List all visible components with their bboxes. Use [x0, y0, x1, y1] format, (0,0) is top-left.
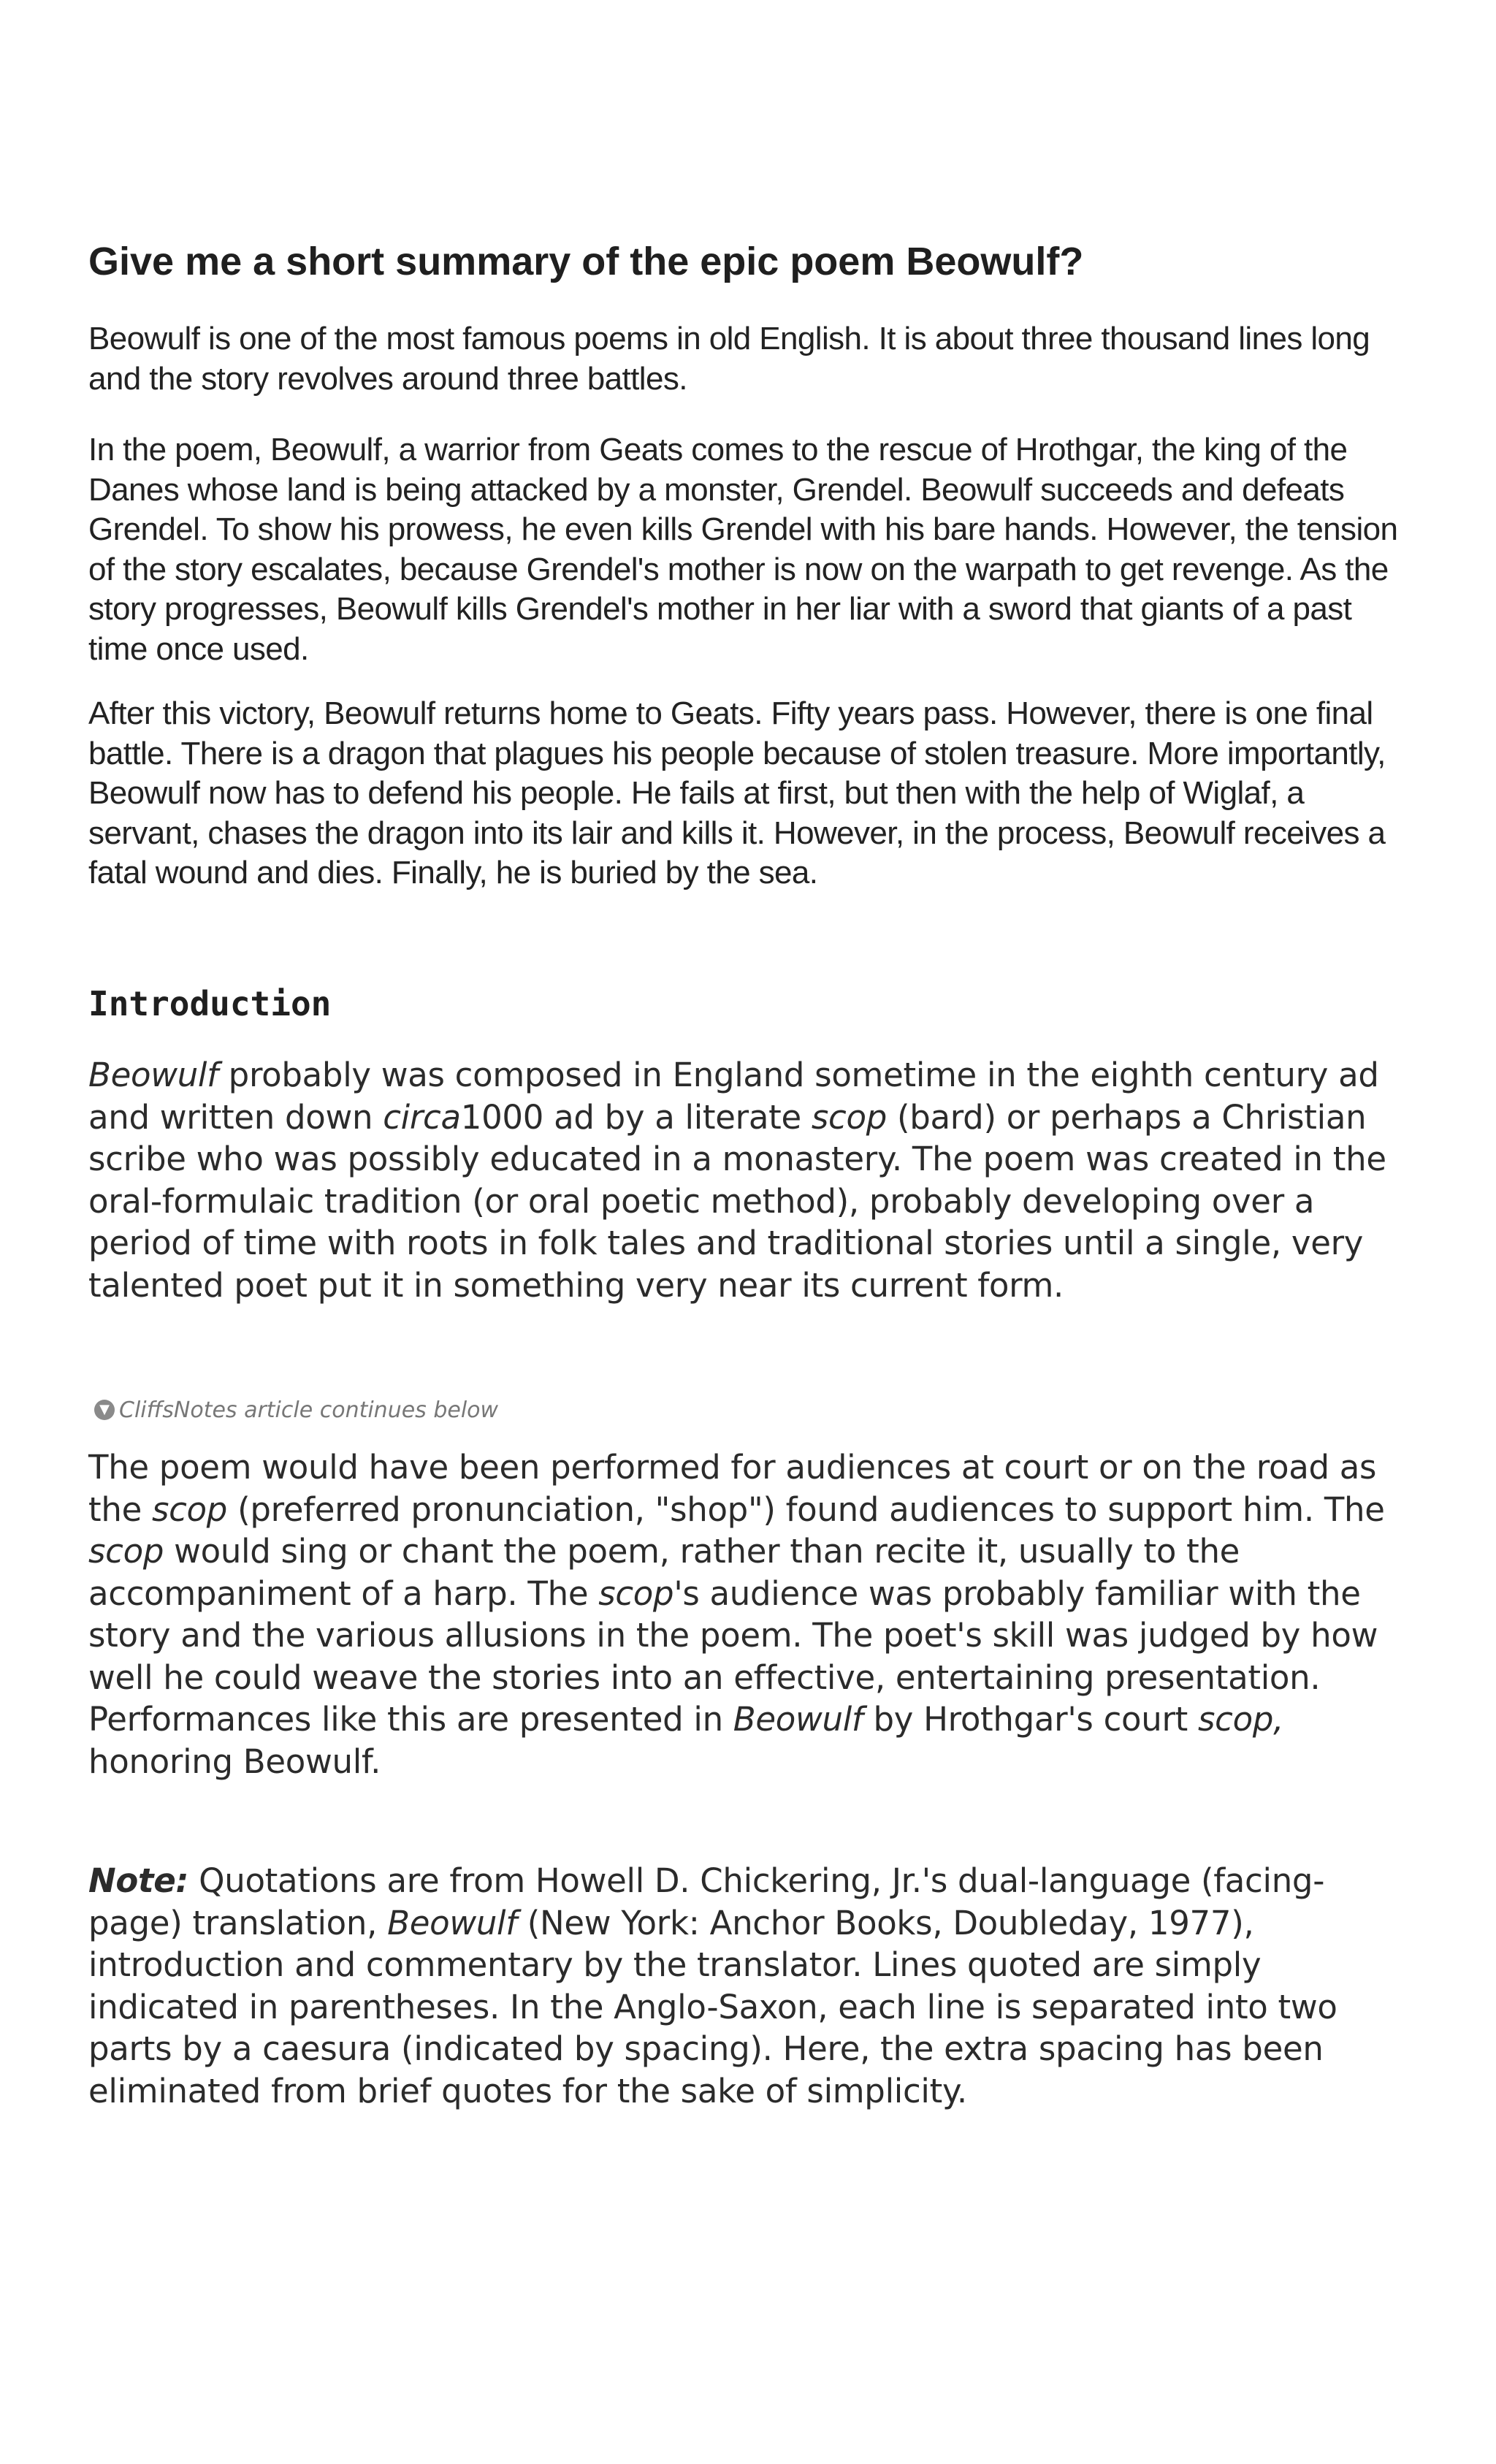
- introduction-paragraph-2: [88, 1446, 1418, 1782]
- continues-below-banner[interactable]: [94, 1395, 498, 1425]
- term-scop: scop: [151, 1490, 228, 1529]
- work-title: Beowulf: [387, 1903, 517, 1942]
- work-title: Beowulf: [733, 1700, 863, 1739]
- text-run: The poem would have been performed for audiences at court or on the road as the: [88, 1448, 1377, 1529]
- term-scop: scop: [88, 1532, 164, 1571]
- text-run: (New York: Anchor Books, Doubleday, 1977), introduction and commentary by the translator. Lines quoted are simply indicated in parentheses. In the Anglo-Saxon, each line is separated into two parts by a caesura (indicated by spacing). Here, the extra spacing has been eliminated from brief quotes for the sake of simplicity.: [88, 1903, 1337, 2110]
- text-run: would sing or chant the poem, rather than recite it, usually to the accompaniment of a harp. The: [88, 1532, 1240, 1613]
- text-run: 's audience was probably familiar with the story and the various allusions in the poem. The poet's skill was judged by how well he could weave the stories into an effective, entertaining presentation. Performances like this are presented in: [88, 1574, 1378, 1739]
- chevron-down-icon: ▼: [94, 1400, 115, 1420]
- term-circa: circa: [383, 1097, 461, 1137]
- text-run: probably was composed in England sometime in the eighth century ad and written down: [88, 1056, 1379, 1137]
- introduction-heading: Introduction: [88, 984, 332, 1023]
- text-run: 1000 ad by a literate: [460, 1097, 812, 1137]
- text-run: by Hrothgar's court: [863, 1700, 1199, 1739]
- note-paragraph: [88, 1860, 1418, 2112]
- introduction-paragraph-1: [88, 1054, 1418, 1306]
- summary-paragraph-2: In the poem, Beowulf, a warrior from Geats comes to the rescue of Hrothgar, the king of the Danes whose land is being attacked by a monster, Grendel. Beowulf succeeds and defeats Grendel. To show his prowess, he even kills Grendel with his bare hands. However, the tension of the story escalates, because Grendel's mother is now on the warpath to get revenge. As the story progresses, Beowulf kills Grendel's mother in her liar with a sword that giants of a past time once used.: [88, 432, 1398, 667]
- banner-label: CliffsNotes article continues below: [119, 1397, 499, 1423]
- work-title: Beowulf: [88, 1056, 218, 1094]
- note-label: Note:: [88, 1861, 189, 1900]
- text-run: Quotations are from Howell D. Chickering, Jr.'s dual-language (facing-page) translation,: [88, 1861, 1325, 1942]
- page-title: Give me a short summary of the epic poem Beowulf?: [88, 240, 1084, 283]
- text-run: honoring Beowulf.: [88, 1742, 381, 1781]
- summary-paragraph-3: After this victory, Beowulf returns home to Geats. Fifty years pass. However, there is one final battle. There is a dragon that plagues his people because of stolen treasure. More importantly, Beowulf now has to defend his people. He fails at first, but then with the help of Wiglaf, a servant, chases the dragon into its lair and kills it. However, in the process, Beowulf receives a fatal wound and dies. Finally, he is buried by the sea.: [88, 695, 1386, 890]
- text-run: (preferred pronunciation, "shop") found audiences to support him. The: [227, 1490, 1385, 1529]
- term-scop: scop: [811, 1097, 887, 1137]
- term-scop: scop: [598, 1574, 674, 1613]
- summary-paragraph-1: Beowulf is one of the most famous poems in old English. It is about three thousand lines long and the story revolves around three battles.: [88, 321, 1370, 397]
- term-scop: scop,: [1198, 1700, 1284, 1739]
- text-run: (bard) or perhaps a Christian scribe who was possibly educated in a monastery. The poem was created in the oral-formulaic tradition (or oral poetic method), probably developing over a period of time with roots in folk tales and traditional stories until a single, very talented poet put it in something very near its current form.: [88, 1097, 1386, 1305]
